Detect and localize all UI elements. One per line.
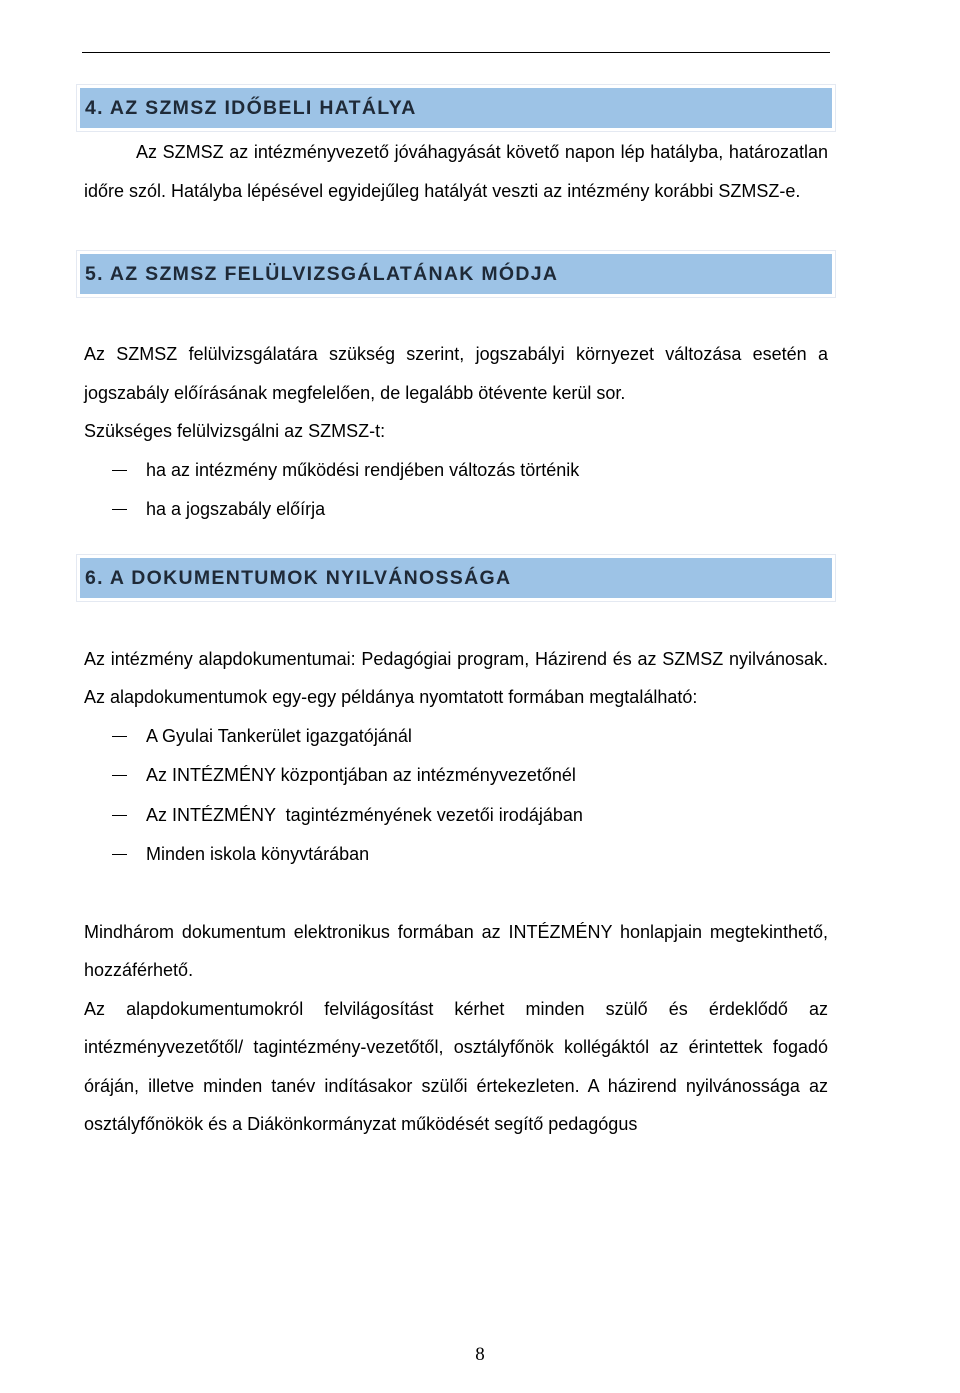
section-5-list-intro: Szükséges felülvizsgálni az SZMSZ-t:	[84, 421, 386, 441]
list-item-text: A Gyulai Tankerület igazgatójánál	[146, 725, 412, 746]
header-rule	[82, 52, 830, 53]
list-item	[84, 835, 828, 875]
list-item	[84, 490, 828, 530]
section-6-heading: 6. A DOKUMENTUMOK NYILVÁNOSSÁGA	[80, 558, 832, 598]
section-4-heading: 4. AZ SZMSZ IDŐBELI HATÁLYA	[80, 88, 832, 128]
list-item	[84, 756, 828, 796]
dash-bullet	[112, 854, 127, 855]
dash-bullet	[112, 815, 127, 816]
section-5-list	[84, 451, 828, 530]
list-item-text: Az INTÉZMÉNY tagintézményének vezetői irodájában	[146, 804, 583, 825]
page-content	[84, 84, 828, 1144]
list-item	[84, 796, 828, 836]
dash-bullet	[112, 775, 127, 776]
section-6-paragraph-3: Az alapdokumentumokról felvilágosítást kérhet minden szülő és érdeklődő az intézményvezetőtől/ tagintézmény-vezetőtől, osztályfőnök kollégáktól az érintettek fogadó óráján, illetve minden tanév indításakor szülői értekezleten. A házirend nyilvánossága az osztályfőnökök és a Diákönkormányzat működését segítő pedagógus	[84, 998, 828, 1134]
dash-bullet	[112, 509, 127, 510]
list-item-text: ha az intézmény működési rendjében változás történik	[146, 459, 580, 480]
list-item-text: ha a jogszabály előírja	[146, 499, 326, 519]
section-6-paragraph-2: Mindhárom dokumentum elektronikus formában az INTÉZMÉNY honlapjain megtekinthető, hozzáférhető.	[84, 921, 828, 980]
list-item	[84, 451, 828, 491]
section-5-heading-band	[76, 250, 836, 298]
section-5-paragraph: Az SZMSZ felülvizsgálatára szükség szerint, jogszabályi környezet változása esetén a jogszabály előírásának megfelelően, de legalább ötévente kerül sor.	[84, 344, 828, 403]
list-item-text: Az INTÉZMÉNY központjában az intézményvezetőnél	[146, 765, 576, 785]
section-5-heading: 5. AZ SZMSZ FELÜLVIZSGÁLATÁNAK MÓDJA	[80, 254, 832, 294]
section-6-heading-band	[76, 554, 836, 602]
list-item	[84, 717, 828, 757]
section-6-paragraph-1: Az intézmény alapdokumentumai: Pedagógiai program, Házirend és az SZMSZ nyilvánosak. Az alapdokumentumok egy-egy példánya nyomtatott formában megtalálható:	[84, 648, 828, 707]
page-number: 8	[475, 1344, 485, 1365]
dash-bullet	[112, 470, 127, 471]
section-4-heading-band	[76, 84, 836, 132]
section-6-list	[84, 717, 828, 875]
section-4-paragraph: Az SZMSZ az intézményvezető jóváhagyását követő napon lép hatályba, határozatlan időre szól. Hatályba lépésével egyidejűleg hatályát veszti az intézmény korábbi SZMSZ-e.	[84, 142, 828, 201]
list-item-text: Minden iskola könyvtárában	[146, 844, 370, 864]
dash-bullet	[112, 736, 127, 737]
